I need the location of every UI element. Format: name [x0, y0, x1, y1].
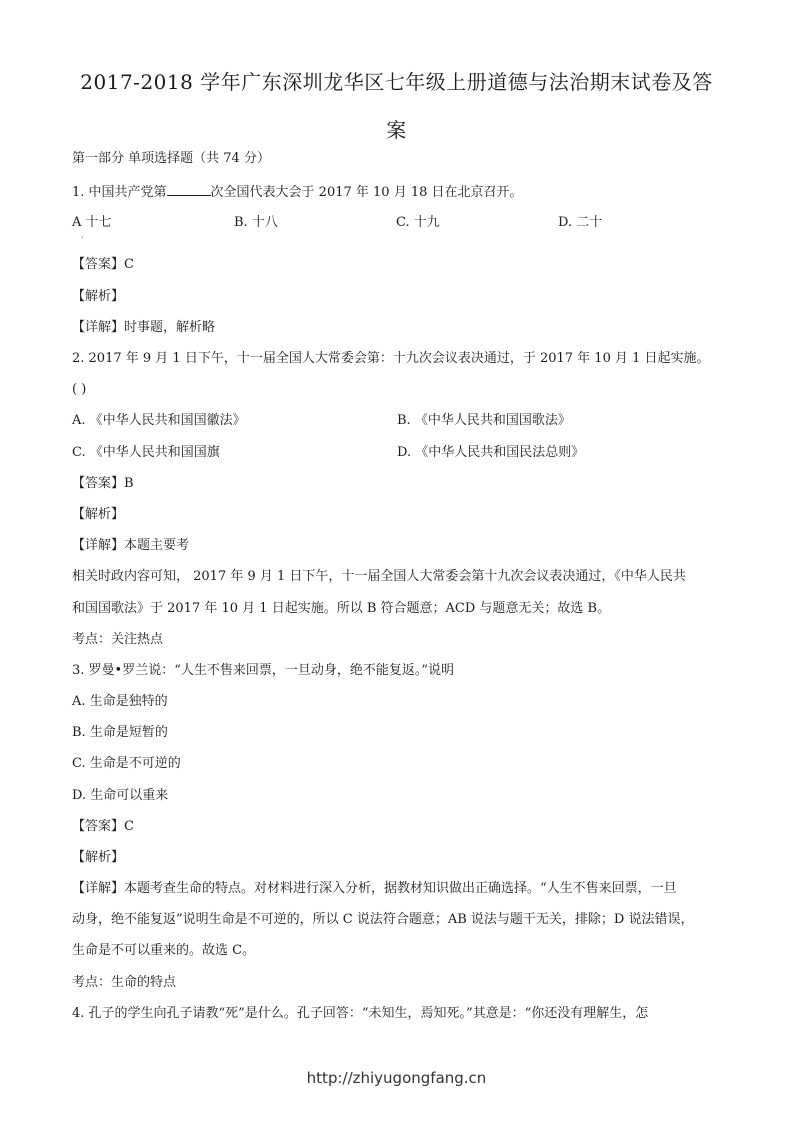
question-1-option-b: B. 十八	[234, 215, 278, 230]
question-1-answer: 【答案】C	[72, 257, 134, 272]
question-3-detail-line-2: 动身，绝不能复返”说明生命是不可逆的，所以 C 说法符合题意；AB 说法与题干无关，排除；D 说法错误，	[72, 912, 694, 927]
question-3-stem: 3. 罗曼•罗兰说：“人生不售来回票，一旦动身，绝不能复返。”说明	[72, 663, 454, 678]
question-1-option-d: D. 二十	[558, 215, 603, 230]
question-3-option-a: A. 生命是独特的	[72, 694, 168, 709]
question-3-analysis-label: 【解析】	[72, 850, 125, 865]
question-3-option-d: D. 生命可以重来	[72, 788, 169, 803]
question-2-option-d: D. 《中华人民共和国民法总则》	[397, 445, 585, 460]
question-2-answer: 【答案】B	[72, 476, 134, 491]
document-title-line-1: 2017-2018 学年广东深圳龙华区七年级上册道德与法治期末试卷及答	[80, 70, 713, 94]
question-2-explanation-line-1: 相关时政内容可知， 2017 年 9 月 1 日下午，十一届全国人大常委会第十九次会议表决通过，《中华人民共	[72, 569, 686, 584]
question-2-option-b: B. 《中华人民共和国国歌法》	[397, 413, 571, 428]
question-3-option-b: B. 生命是短暂的	[72, 725, 168, 740]
question-2-analysis-label: 【解析】	[72, 507, 125, 522]
question-2-detail: 【详解】本题主要考	[72, 538, 190, 553]
question-2-option-c: C. 《中华人民共和国国旗	[72, 445, 220, 460]
question-1-stem-part-a: 1. 中国共产党第	[72, 185, 167, 200]
question-3-option-c: C. 生命是不可逆的	[72, 756, 181, 771]
fill-in-blank	[167, 183, 211, 196]
question-2-explanation-line-2: 和国国歌法》于 2017 年 10 月 1 日起实施。所以 B 符合题意；ACD 与题意无关；故选 B。	[72, 601, 611, 616]
question-3-point: 考点：生命的特点	[72, 975, 177, 990]
question-1-option-c: C. 十九	[396, 215, 440, 230]
question-1-stem	[72, 183, 523, 202]
footer-url: http://zhiyugongfang.cn	[306, 1069, 487, 1087]
section-heading: 第一部分 单项选择题（共 74 分）	[72, 151, 270, 166]
question-1-stem-part-b: 次全国代表大会于 2017 年 10 月 18 日在北京召开。	[210, 185, 523, 200]
question-2-stem-line-1: 2. 2017 年 9 月 1 日下午，十一届全国人大常委会第：十九次会议表决通过，于 2017 年 10 月 1 日起实施。	[72, 351, 710, 366]
document-title-line-2: 案	[386, 118, 407, 142]
question-1-analysis-label: 【解析】	[72, 289, 125, 304]
stray-mark: '	[81, 236, 84, 246]
question-3-detail-line-1: 【详解】本题考查生命的特点。对材料进行深入分析，据教材知识做出正确选择。“人生不售来回票，一旦	[72, 881, 677, 896]
question-1-option-a: A 十七	[72, 215, 112, 230]
question-2-stem-line-2: ( )	[72, 382, 87, 397]
question-1-detail: 【详解】时事题，解析略	[72, 320, 216, 335]
question-2-point: 考点：关注热点	[72, 632, 164, 647]
question-3-detail-line-3: 生命是不可以重来的。故选 C。	[72, 943, 256, 958]
question-3-answer: 【答案】C	[72, 819, 134, 834]
question-2-option-a: A. 《中华人民共和国国徽法》	[72, 413, 246, 428]
question-4-stem: 4. 孔子的学生向孔子请教“死”是什么。孔子回答：“未知生，焉知死。”其意是：“你还没有理解生，怎	[72, 1006, 649, 1021]
